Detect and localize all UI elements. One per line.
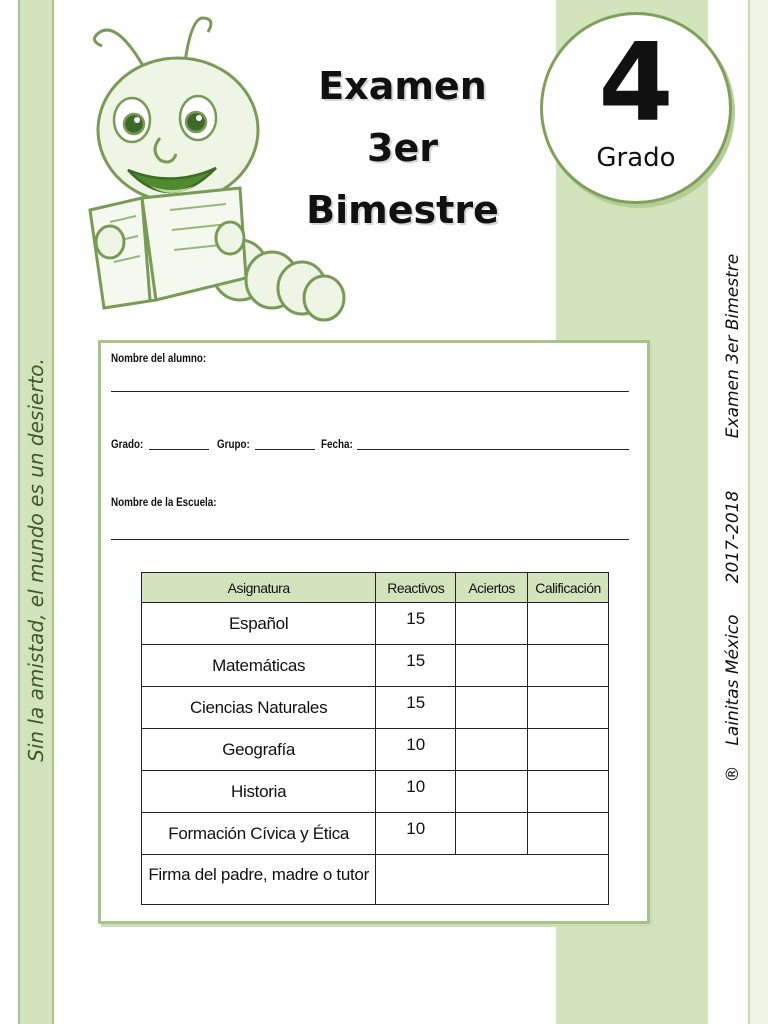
exam-title — [290, 55, 515, 241]
item-count-cell: 15 — [376, 645, 456, 687]
score-cell[interactable] — [528, 813, 609, 855]
table-header-row — [142, 573, 609, 603]
correct-answers-cell[interactable] — [456, 645, 528, 687]
item-count-cell: 15 — [376, 687, 456, 729]
grade-field-line[interactable] — [149, 449, 209, 450]
subject-cell: Historia — [142, 771, 376, 813]
score-cell[interactable] — [528, 687, 609, 729]
side-exam-name: Examen 3er Bimestre — [723, 253, 743, 439]
school-name-line[interactable] — [111, 539, 629, 540]
subject-cell: Formación Cívica y Ética — [142, 813, 376, 855]
subject-cell: Matemáticas — [142, 645, 376, 687]
student-name-label: Nombre del alumno: — [111, 351, 207, 365]
signature-row — [142, 855, 609, 905]
group-field-label: Grupo: — [217, 437, 250, 451]
score-cell[interactable] — [528, 771, 609, 813]
table-row — [142, 729, 609, 771]
table-row — [142, 771, 609, 813]
title-line-3: Bimestre — [306, 188, 499, 232]
subject-cell: Español — [142, 603, 376, 645]
group-field-line[interactable] — [255, 449, 315, 450]
side-publisher: Lainitas México — [723, 614, 743, 746]
correct-answers-cell[interactable] — [456, 729, 528, 771]
table-row — [142, 645, 609, 687]
item-count-cell: 15 — [376, 603, 456, 645]
friendship-quote: Sin la amistad, el mundo es un desierto. — [24, 358, 48, 762]
date-field-line[interactable] — [357, 449, 629, 450]
item-count-cell: 10 — [376, 813, 456, 855]
registered-mark: ® — [723, 765, 743, 783]
right-edge-strip — [748, 0, 768, 1024]
correct-answers-cell[interactable] — [456, 687, 528, 729]
student-form — [98, 340, 650, 924]
correct-answers-cell[interactable] — [456, 813, 528, 855]
date-field-label: Fecha: — [321, 437, 353, 451]
student-name-line[interactable] — [111, 391, 629, 392]
signature-field[interactable] — [376, 855, 609, 905]
correct-answers-cell[interactable] — [456, 603, 528, 645]
table-row — [142, 687, 609, 729]
title-line-2: 3er — [367, 126, 438, 170]
correct-answers-cell[interactable] — [456, 771, 528, 813]
column-header: Asignatura — [142, 573, 376, 603]
grades-table — [141, 572, 609, 905]
score-cell[interactable] — [528, 729, 609, 771]
side-years: 2017-2018 — [723, 490, 743, 584]
subject-cell: Ciencias Naturales — [142, 687, 376, 729]
title-line-1: Examen — [318, 64, 487, 108]
grade-field-label: Grado: — [111, 437, 144, 451]
score-cell[interactable] — [528, 645, 609, 687]
column-header: Aciertos — [456, 573, 528, 603]
item-count-cell: 10 — [376, 771, 456, 813]
column-header: Calificación — [528, 573, 609, 603]
table-row — [142, 603, 609, 645]
subject-cell: Geografía — [142, 729, 376, 771]
signature-label: Firma del padre, madre o tutor — [142, 855, 376, 905]
column-header: Reactivos — [376, 573, 456, 603]
item-count-cell: 10 — [376, 729, 456, 771]
grade-number: 4 — [598, 21, 674, 146]
table-row — [142, 813, 609, 855]
school-name-label: Nombre de la Escuela: — [111, 495, 217, 509]
score-cell[interactable] — [528, 603, 609, 645]
grade-badge — [540, 12, 732, 204]
grade-label: Grado — [596, 143, 676, 173]
